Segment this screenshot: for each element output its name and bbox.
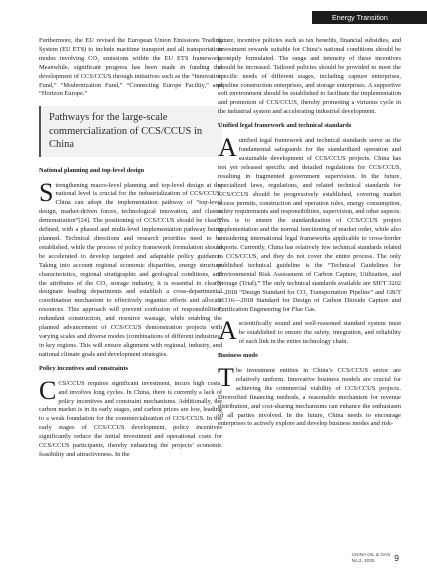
page-footer	[352, 549, 399, 567]
section-heading-box	[39, 106, 222, 156]
publication-info	[352, 552, 391, 564]
paragraph	[39, 177, 222, 360]
issue-number: No.2, 2025	[351, 557, 375, 563]
paragraph	[218, 316, 401, 347]
drop-cap: A	[218, 316, 237, 346]
paragraph-text: unified legal framework and technical standards serve as the fundamental safeguards for the standardized operation and sustainable development of CCS/CCUS projects. China has not yet released specific and detailed regulations for CCS/CCUS, resulting in fragmented government supervision. In the future, specialized laws, regulations, and related technical standards for CCS/CCUS should be progressively established, covering market access permits, construction and operation rules, energy consumption, safety requirements and responsibilities, supervision, and other aspects. This is to ensure the standardization of CCS/CCUS project implementation and the normal functioning of market order, while also considering international legal frameworks applicable to cross-border exports. Currently, China has relatively few technical standards related to CCS/CCUS, and they do not cover the entire process. The only published technical guideline is the “Technical Guidelines for Environmental Risk Assessment of Carbon Capture, Utilization, and Storage (Trial).” The only technical standards available are SH/T 3202—2018 “Design Standard for CO₂ Transportation Pipeline” and GB/T 31316—2018 Standard for Design of Carbon Dioxide Capture and Purification Engineering for Flue Gas.	[218, 137, 401, 314]
paragraph-text: scientifically sound and well-reasoned standard system must be established to ensure the safety, integration, and reliability of each link in the entire technology chain.	[238, 320, 401, 346]
paragraph: Furthermore, the EU revised the European Union Emissions Trading System (EU ETS) to include maritime transport and all transportation modes involving CO₂ emissions within the EU ETS framework. Meanwhile, significant progress has been made in funding the development of CCS/CCUS through initiatives such as the “Innovation Fund,” “Modernization Fund,” “Connecting Europe Facility,” and “Horizon Europe.”	[39, 37, 222, 98]
subheading-legal-framework: Unified legal framework and technical standards	[218, 122, 352, 130]
section-tag: Energy Transition	[312, 11, 427, 24]
publication-name: CHINA OIL & GAS	[351, 551, 391, 557]
section-title: Pathways for the large-scale commercialization of CCS/CCUS in China	[49, 112, 203, 151]
drop-cap: S	[39, 177, 54, 207]
paragraph	[218, 133, 401, 315]
paragraph-text: trengthening macro-level planning and top-level design at the national level is crucial for the industrialization of CCS/CCUS. China can adopt the implementation pathway of “top-level design, market-driven forces, technological innovation, and cluster demonstration”[24]. The positioning of CCS/CCUS should be clearly defined, with a phased and multi-level implementation pathway being planned. Technical directions and research priorities need to be established, while the process of policy framework formulation should be accelerated to develop targeted and adaptable policy guidance. Taking into account regional economic disparities, energy structure characteristics, regional stratigraphic and geological conditions, and the attributes of the CO₂ storage industry, it is essential to clearly designate leading departments and establish a cross-departmental coordination mechanism to effectively organize efforts and allocate resources. This approach will prevent confusion of responsibilities, redundant construction, and resource wastage, while enabling the planned advancement of CCS/CCUS demonstration projects with varying scales and diverse modes (combinations of different industries) in key regions. This will ensure alignment with regional, industry, and national climate goals and development strategies.	[39, 181, 222, 358]
paragraph-text: he investment entities in China’s CCS/CCUS sector are relatively uniform. Innovative business models are crucial for achieving the commercial viability of CCS/CCUS projects. Diversified financing methods, a reasonable mechanism for revenue distribution, and cost-sharing mechanisms can enhance the enthusiasm of all parties involved. In the future, China needs to encourage enterprises to actively explore and develop business modes and risk-	[218, 367, 401, 428]
paragraph	[218, 363, 401, 429]
subheading-business-mode: Business mode	[218, 352, 258, 359]
paragraph-text: CS/CCUS requires significant investment, incurs high costs, and involves long cycles. In China, there is currently a lack of policy incentives and constraint mechanisms. Additionally, the carbon market is in its early stages, and carbon prices are low, leading to a weak foundation for the commercialization of CCS/CCUS. In the early stages of CCS/CCUS development, policy incentives significantly reduce the initial investment and operational costs for CCS/CCUS participants, thereby enhancing the projects’ economic feasibility and attractiveness. In the	[39, 379, 222, 458]
subheading-policy-incentives: Policy incentives and constraints	[39, 364, 128, 372]
page-number: 9	[394, 552, 399, 563]
drop-cap: C	[39, 375, 57, 405]
left-column	[39, 37, 222, 460]
paragraph: future, incentive policies such as tax benefits, financial subsidies, and investment rewards suitable for China’s national conditions should be promptly formulated. The range and intensity of these incentives should be increased. Tailored policies should be provided to meet the specific needs of different stages, including capture enterprises, pipeline construction enterprises, and storage enterprises. A supportive soft environment should be established to facilitate the implementation and promotion of CCS/CCUS, thereby promoting a virtuous cycle in the industrial system and accelerating industrial development.	[218, 37, 401, 116]
drop-cap: A	[218, 133, 237, 163]
paragraph	[39, 375, 222, 460]
subheading-national-planning: National planning and top-level design	[39, 166, 145, 174]
right-column	[218, 37, 401, 429]
drop-cap: T	[218, 363, 234, 392]
